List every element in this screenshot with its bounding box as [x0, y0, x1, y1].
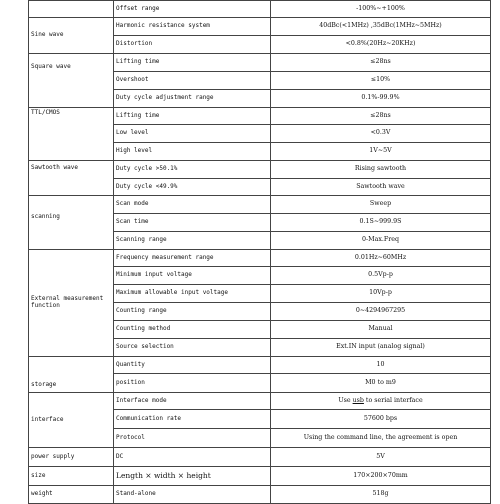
value-cell: 518g [271, 486, 491, 504]
param-cell: Scanning range [114, 232, 271, 250]
group-cell: TTL/CMOS [29, 108, 114, 161]
value-cell: 57600 bps [271, 410, 491, 429]
param-cell: Protocol [114, 429, 271, 448]
value-cell: 1V~5V [271, 143, 491, 161]
value-cell: 0-Max.Freq [271, 232, 491, 250]
table-row [29, 108, 491, 125]
value-cell: Sweep [271, 196, 491, 214]
param-cell: Minimum input voltage [114, 267, 271, 285]
table-row [29, 250, 491, 267]
value-cell: 0.5Vp-p [271, 267, 491, 285]
param-cell: Frequency measurement range [114, 250, 271, 267]
table-row [29, 467, 491, 486]
table-row [29, 196, 491, 214]
param-cell: Duty cycle adjustment range [114, 90, 271, 108]
param-cell: position [114, 374, 271, 393]
group-cell: storage [29, 357, 114, 393]
group-cell: scanning [29, 196, 114, 250]
value-cell: ≤28ns [271, 54, 491, 72]
param-cell: Stand-alone [114, 486, 271, 504]
table-row [29, 1, 491, 18]
param-cell: DC [114, 448, 271, 467]
value-text: Use [338, 396, 353, 404]
param-cell: Distortion [114, 36, 271, 54]
group-cell: Sawtooth wave [29, 161, 114, 196]
value-cell: 0.1S~999.9S [271, 214, 491, 232]
param-cell: High level [114, 143, 271, 161]
value-cell: Sawtooth wave [271, 179, 491, 196]
param-cell: Offset range [114, 1, 271, 18]
value-cell: 0.1%-99.9% [271, 90, 491, 108]
param-cell: Scan time [114, 214, 271, 232]
param-cell: Lifting time [114, 54, 271, 72]
param-cell: Low level [114, 125, 271, 143]
value-cell: 40dBc(<1MHz) ,35dBc(1MHz~5MHz) [271, 18, 491, 36]
param-cell: Counting range [114, 303, 271, 321]
group-cell: power supply [29, 448, 114, 467]
value-cell: 10 [271, 357, 491, 374]
table-row [29, 161, 491, 179]
value-cell [271, 393, 491, 410]
value-cell: Rising sawtooth [271, 161, 491, 179]
table-row [29, 486, 491, 504]
value-underlined-text: usb [352, 396, 364, 404]
param-cell: Maximum allowable input voltage [114, 285, 271, 303]
table-row [29, 393, 491, 410]
table-row [29, 357, 491, 374]
group-cell: size [29, 467, 114, 486]
group-cell: weight [29, 486, 114, 504]
param-cell: Counting method [114, 321, 271, 339]
param-cell: Duty cycle <49.9% [114, 179, 271, 196]
group-cell: Sine wave [29, 18, 114, 54]
value-cell: ≤28ns [271, 108, 491, 125]
value-cell: M0 to m9 [271, 374, 491, 393]
param-cell: Interface mode [114, 393, 271, 410]
param-cell: Source selection [114, 339, 271, 357]
group-cell: External measurement function [29, 250, 114, 357]
param-cell: Communication rate [114, 410, 271, 429]
group-cell: Square wave [29, 54, 114, 108]
value-cell: <0.3V [271, 125, 491, 143]
table-row [29, 18, 491, 36]
param-cell: Quantity [114, 357, 271, 374]
value-cell: -100%~+100% [271, 1, 491, 18]
group-cell [29, 1, 114, 18]
param-cell: Harmonic resistance system [114, 18, 271, 36]
value-cell: Manual [271, 321, 491, 339]
param-cell: Overshoot [114, 72, 271, 90]
value-cell: 0.01Hz~60MHz [271, 250, 491, 267]
value-text: to serial interface [363, 396, 423, 404]
table-row [29, 448, 491, 467]
param-cell: Length × width × height [114, 467, 271, 486]
value-cell: 0~4294967295 [271, 303, 491, 321]
value-cell: 170×200×70mm [271, 467, 491, 486]
param-cell: Scan mode [114, 196, 271, 214]
value-cell: 10Vp-p [271, 285, 491, 303]
value-cell: Ext.IN input (analog signal) [271, 339, 491, 357]
value-cell: <0.8%(20Hz~20KHz) [271, 36, 491, 54]
param-cell: Duty cycle >50.1% [114, 161, 271, 179]
table-row [29, 54, 491, 72]
value-cell: Using the command line, the agreement is open [271, 429, 491, 448]
param-cell: Lifting time [114, 108, 271, 125]
group-cell: interface [29, 393, 114, 448]
spec-table [28, 0, 491, 504]
value-cell: 5V [271, 448, 491, 467]
value-cell: ≤10% [271, 72, 491, 90]
